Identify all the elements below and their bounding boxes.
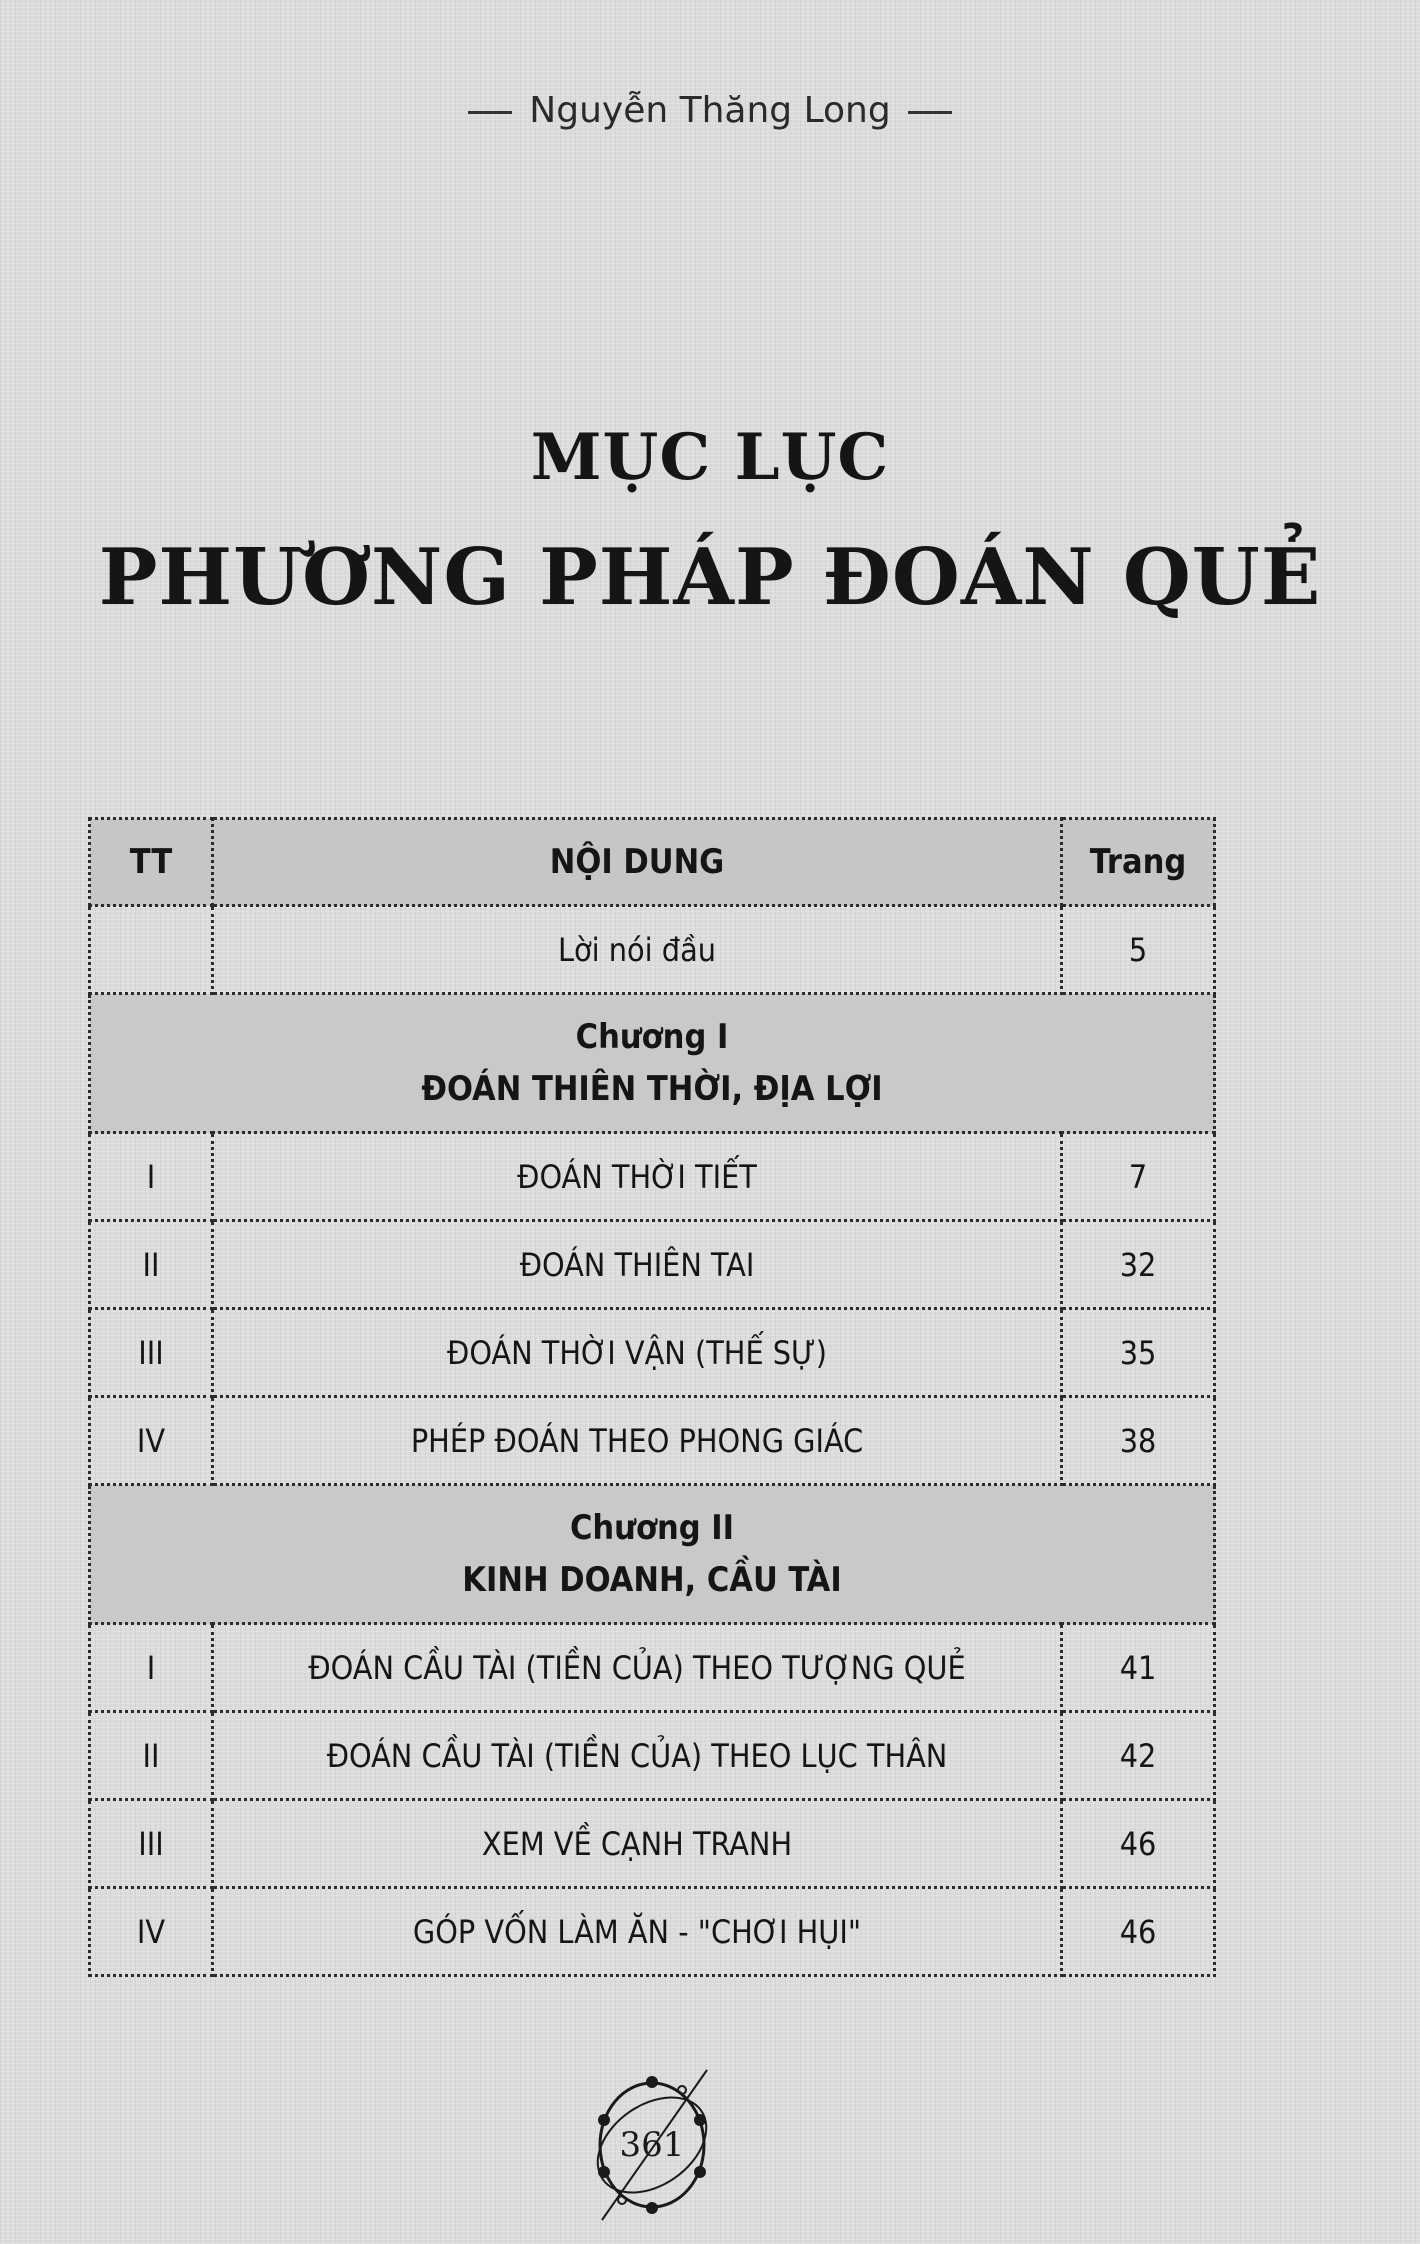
page-number: 361 [619, 2125, 685, 2165]
column-header-content: NỘI DUNG [213, 819, 1062, 906]
row-tt: II [90, 1221, 213, 1309]
row-page: 38 [1062, 1397, 1215, 1485]
row-page: 35 [1062, 1309, 1215, 1397]
toc-title: MỤC LỤC [530, 420, 890, 495]
toc-row-intro [90, 906, 1215, 994]
row-tt: IV [90, 1888, 213, 1976]
table-header-row [90, 819, 1215, 906]
header-dash-right [908, 111, 952, 114]
row-content: ĐOÁN THỜI TIẾT [213, 1133, 1062, 1221]
row-tt: IV [90, 1397, 213, 1485]
row-page: 7 [1062, 1133, 1215, 1221]
toc-row [90, 1397, 1215, 1485]
row-page: 41 [1062, 1624, 1215, 1712]
row-content: ĐOÁN CẦU TÀI (TIỀN CỦA) THEO LỤC THÂN [213, 1712, 1062, 1800]
column-header-page: Trang [1062, 819, 1215, 906]
row-content: XEM VỀ CẠNH TRANH [213, 1800, 1062, 1888]
row-tt [90, 906, 213, 994]
row-page: 42 [1062, 1712, 1215, 1800]
header-author: Nguyễn Thăng Long [529, 90, 891, 131]
toc-row [90, 1624, 1215, 1712]
header-dash-left [468, 111, 512, 114]
row-tt: III [90, 1800, 213, 1888]
row-content: ĐOÁN THỜI VẬN (THẾ SỰ) [213, 1309, 1062, 1397]
chapter-heading [90, 994, 1215, 1133]
chapter-title: KINH DOANH, CẦU TÀI [462, 1560, 842, 1600]
row-content: Lời nói đầu [213, 906, 1062, 994]
table-of-contents [88, 817, 1216, 1977]
row-content: PHÉP ĐOÁN THEO PHONG GIÁC [213, 1397, 1062, 1485]
chapter-title: ĐOÁN THIÊN THỜI, ĐỊA LỢI [421, 1069, 883, 1109]
row-page: 46 [1062, 1888, 1215, 1976]
row-page: 5 [1062, 906, 1215, 994]
chapter-row-2 [90, 1485, 1215, 1624]
row-tt: III [90, 1309, 213, 1397]
toc-row [90, 1221, 1215, 1309]
row-content: GÓP VỐN LÀM ĂN - "CHƠI HỤI" [213, 1888, 1062, 1976]
chapter-name: Chương II [569, 1508, 735, 1548]
chapter-name: Chương I [575, 1017, 729, 1057]
row-content: ĐOÁN THIÊN TAI [213, 1221, 1062, 1309]
page-number-ornament [582, 2060, 722, 2230]
row-page: 46 [1062, 1800, 1215, 1888]
book-title: PHƯƠNG PHÁP ĐOÁN QUẺ [98, 532, 1322, 623]
toc-row [90, 1133, 1215, 1221]
chapter-heading [90, 1485, 1215, 1624]
row-tt: I [90, 1624, 213, 1712]
toc-row [90, 1888, 1215, 1976]
row-tt: I [90, 1133, 213, 1221]
toc-row [90, 1800, 1215, 1888]
row-content: ĐOÁN CẦU TÀI (TIỀN CỦA) THEO TƯỢNG QUẺ [213, 1624, 1062, 1712]
toc-row [90, 1309, 1215, 1397]
column-header-tt: TT [90, 819, 213, 906]
toc-row [90, 1712, 1215, 1800]
row-page: 32 [1062, 1221, 1215, 1309]
chapter-row-1 [90, 994, 1215, 1133]
row-tt: II [90, 1712, 213, 1800]
running-header [0, 90, 1420, 131]
